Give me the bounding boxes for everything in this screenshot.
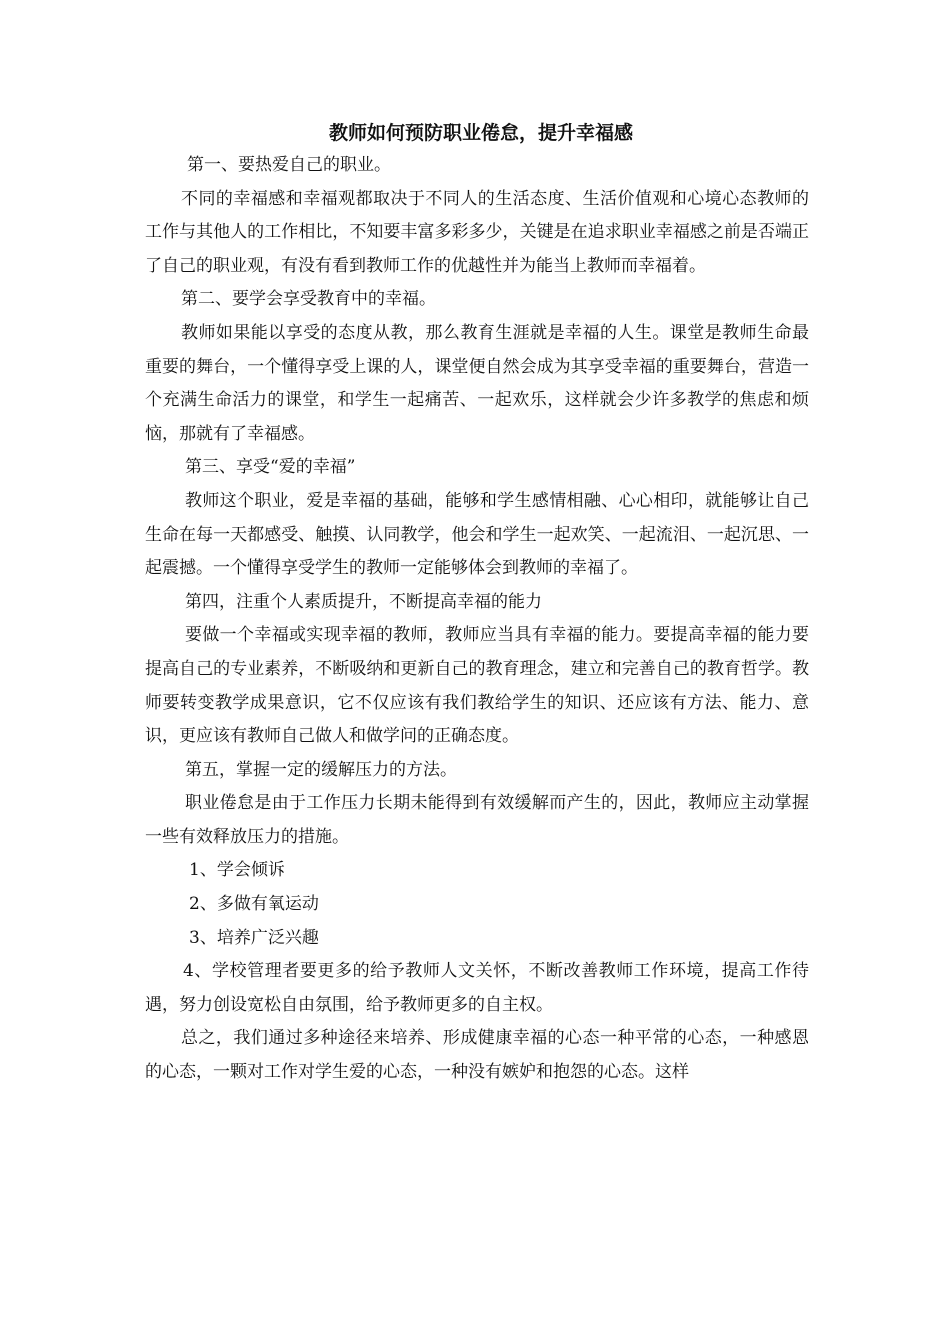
body-paragraph: 要做一个幸福或实现幸福的教师，教师应当具有幸福的能力。要提高幸福的能力要提高自己的专业素养，不断吸纳和更新自己的教育理念，建立和完善自己的教育哲学。教师要转变教学成果意识，它不仅应该有我们教给学生的知识、还应该有方法、能力、意识，更应该有教师自己做人和做学问的正确态度。 bbox=[145, 625, 809, 747]
section-heading-4: 第四，注重个人素质提升，不断提高幸福的能力 bbox=[185, 591, 542, 612]
body-paragraph: 教师这个职业，爱是幸福的基础，能够和学生感情相融、心心相印，就能够让自己生命在每一天都感受、触摸、认同教学，他会和学生一起欢笑、一起流泪、一起沉思、一起震撼。一个懂得享受学生的教师一定能够体会到教师的幸福了。 bbox=[145, 490, 809, 579]
body-paragraph: 教师如果能以享受的态度从教，那么教育生涯就是幸福的人生。课堂是教师生命最重要的舞台，一个懂得享受上课的人，课堂便自然会成为其享受幸福的重要舞台，营造一个充满生命活力的课堂，和学生一起痛苦、一起欢乐，这样就会少许多教学的焦虑和烦恼，那就有了幸福感。 bbox=[145, 322, 809, 444]
section-heading-3: 第三、享受“爱的幸福” bbox=[185, 457, 356, 478]
conclusion-paragraph: 总之，我们通过多种途径来培养、形成健康幸福的心态一种平常的心态，一种感恩的心态，一颗对工作对学生爱的心态，一种没有嫉妒和抱怨的心态。这样 bbox=[145, 1028, 809, 1083]
body-paragraph: 职业倦怠是由于工作压力长期未能得到有效缓解而产生的，因此，教师应主动掌握一些有效释放压力的措施。 bbox=[145, 793, 809, 847]
list-item: 1、学会倾诉 bbox=[189, 860, 285, 881]
section-heading-5: 第五，掌握一定的缓解压力的方法。 bbox=[185, 759, 457, 780]
document-body bbox=[145, 118, 809, 1090]
body-paragraph: 不同的幸福感和幸福观都取决于不同人的生活态度、生活价值观和心境心态教师的工作与其他人的工作相比，不知要丰富多彩多少，关键是在追求职业幸福感之前是否端正了自己的职业观，有没有看到教师工作的优越性并为能当上教师而幸福着。 bbox=[145, 188, 809, 276]
list-item: 3、培养广泛兴趣 bbox=[189, 927, 319, 948]
list-item: 4、学校管理者要更多的给予教师人文关怀，不断改善教师工作环境，提高工作待遇，努力创设宽松自由氛围，给予教师更多的自主权。 bbox=[145, 961, 809, 1015]
section-heading-2: 第二、要学会享受教育中的幸福。 bbox=[181, 289, 436, 310]
list-item: 2、多做有氧运动 bbox=[189, 894, 319, 915]
document-title: 教师如何预防职业倦怠，提升幸福感 bbox=[328, 122, 633, 144]
section-heading-1: 第一、要热爱自己的职业。 bbox=[187, 155, 391, 175]
